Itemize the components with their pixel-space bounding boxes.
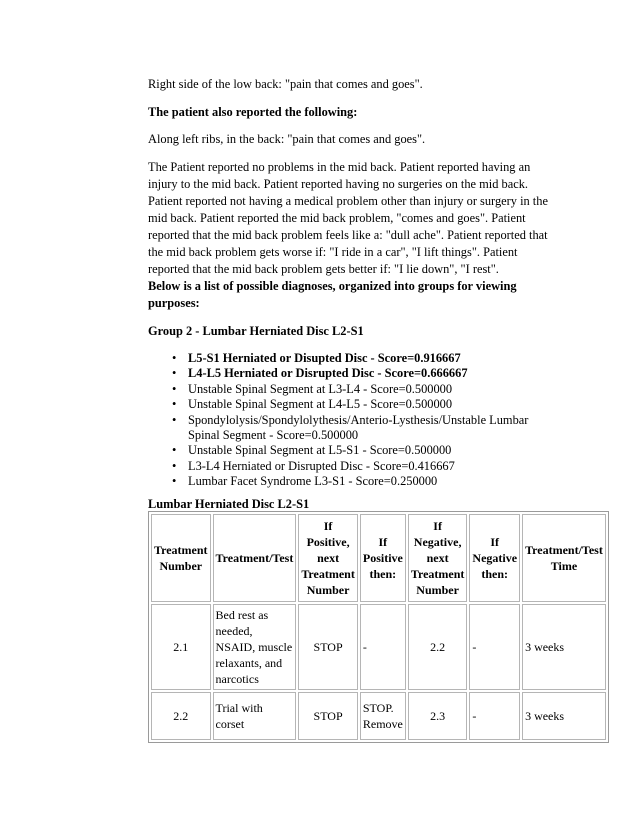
table-cell: - bbox=[360, 604, 406, 690]
header-if-positive-then: If Positive then: bbox=[360, 514, 406, 602]
header-treatment-test: Treatment/Test bbox=[213, 514, 297, 602]
group-heading: Group 2 - Lumbar Herniated Disc L2-S1 bbox=[148, 324, 364, 338]
table-title: Lumbar Herniated Disc L2-S1 bbox=[148, 497, 310, 511]
list-item: • Spondylolysis/Spondylolythesis/Anterio-Lysthesis/Unstable Lumbar Spinal Segment - Score=0.500000 bbox=[148, 413, 548, 444]
list-item: • L4-L5 Herniated or Disrupted Disc - Score=0.666667 bbox=[148, 366, 548, 381]
paragraph-mid-back: The Patient reported no problems in the mid back. Patient reported having an injury to the mid back. Patient reported having no surgeries on the mid back. Patient reported not having a medical problem other than injury or surgery in the mid back. Patient reported the mid back problem, "comes and goes". Patient reported that the mid back problem feels like a: "dull ache". Patient reported that the mid back problem gets worse if: "I ride in a car", "I lift things". Patient reported that the mid back problem gets better if: "I lie down", "I rest". bbox=[148, 160, 548, 276]
table-cell: 2.2 bbox=[151, 692, 211, 740]
list-item: • Unstable Spinal Segment at L3-L4 - Score=0.500000 bbox=[148, 382, 548, 397]
paragraph-also-reported: The patient also reported the following: bbox=[148, 105, 358, 119]
table-cell: - bbox=[469, 692, 520, 740]
table-cell: STOP bbox=[298, 692, 358, 740]
list-item: • Unstable Spinal Segment at L4-L5 - Score=0.500000 bbox=[148, 397, 548, 412]
header-if-positive-next: If Positive, next Treatment Number bbox=[298, 514, 358, 602]
paragraph-left-ribs: Along left ribs, in the back: "pain that comes and goes". bbox=[148, 132, 426, 146]
table-cell: 2.1 bbox=[151, 604, 211, 690]
diagnosis-list bbox=[148, 351, 548, 490]
table-cell: 3 weeks bbox=[522, 604, 606, 690]
table-cell: STOP. Remove bbox=[360, 692, 406, 740]
table-cell: STOP bbox=[298, 604, 358, 690]
table-cell: Bed rest as needed, NSAID, muscle relaxants, and narcotics bbox=[213, 604, 297, 690]
table-cell: - bbox=[469, 604, 520, 690]
list-item: • L5-S1 Herniated or Disupted Disc - Score=0.916667 bbox=[148, 351, 548, 366]
table-row bbox=[151, 692, 606, 740]
header-if-negative-then: If Negative then: bbox=[469, 514, 520, 602]
list-item: • Lumbar Facet Syndrome L3-S1 - Score=0.250000 bbox=[148, 474, 548, 489]
header-treatment-number: Treatment Number bbox=[151, 514, 211, 602]
table-row bbox=[151, 604, 606, 690]
paragraph-low-back-right: Right side of the low back: "pain that comes and goes". bbox=[148, 77, 423, 91]
list-item: • L3-L4 Herniated or Disrupted Disc - Score=0.416667 bbox=[148, 459, 548, 474]
table-cell: 2.3 bbox=[408, 692, 468, 740]
table-cell: Trial with corset bbox=[213, 692, 297, 740]
table-header-row bbox=[151, 514, 606, 602]
table-cell: 3 weeks bbox=[522, 692, 606, 740]
header-treatment-time: Treatment/Test Time bbox=[522, 514, 606, 602]
header-if-negative-next: If Negative, next Treatment Number bbox=[408, 514, 468, 602]
table-cell: 2.2 bbox=[408, 604, 468, 690]
paragraph-diagnoses-intro: Below is a list of possible diagnoses, organized into groups for viewing purposes: bbox=[148, 279, 517, 310]
list-item: • Unstable Spinal Segment at L5-S1 - Score=0.500000 bbox=[148, 443, 548, 458]
treatment-table bbox=[148, 511, 609, 743]
